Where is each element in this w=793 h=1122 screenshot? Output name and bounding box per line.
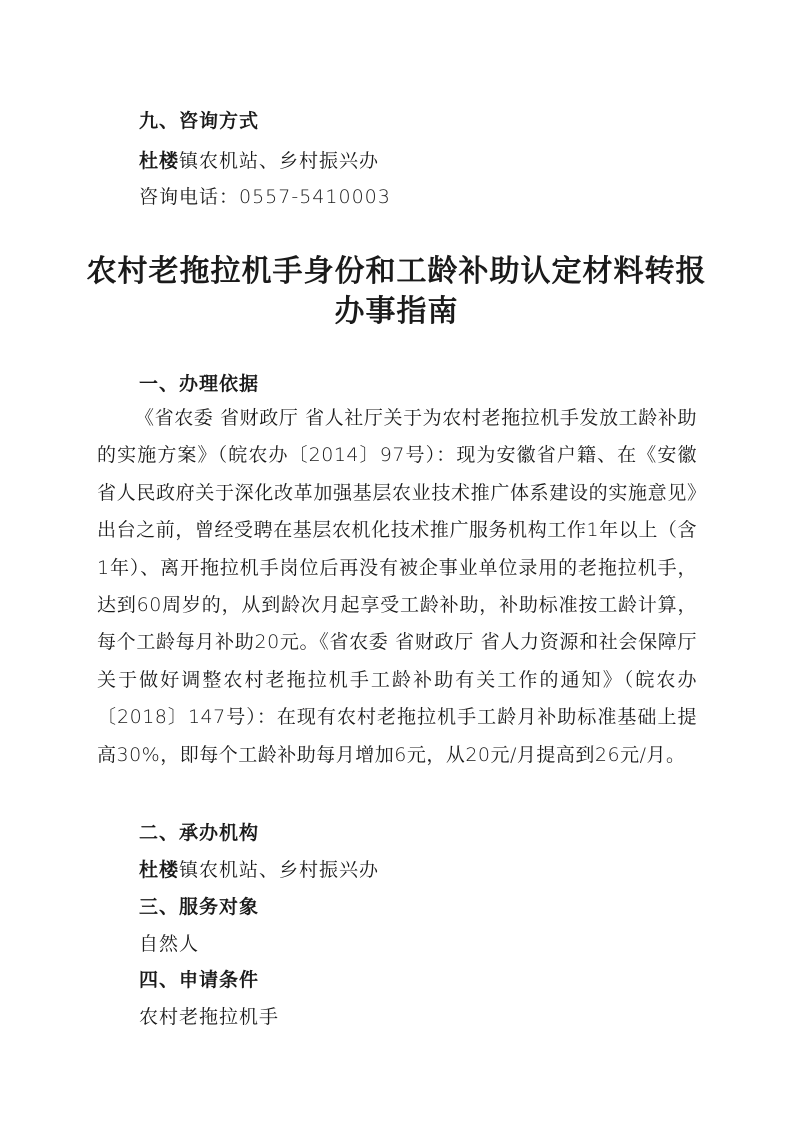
section-1-heading: 一、办理依据: [139, 373, 260, 395]
section-3-heading: 三、服务对象: [139, 896, 260, 918]
section-9-org: [139, 146, 379, 173]
section-9-phone: 咨询电话：0557-5410003: [139, 186, 391, 208]
section-2-org-offices: 镇农机站、乡村振兴办: [179, 859, 380, 881]
section-9-org-town: 杜楼: [139, 150, 180, 172]
section-3-value: 自然人: [139, 933, 200, 955]
section-9-heading: 九、咨询方式: [139, 110, 260, 132]
section-1-body: 《省农委 省财政厅 省人社厅关于为农村老拖拉机手发放工龄补助的实施方案》（皖农办〔2014〕97号）：现为安徽省户籍、在《安徽省人民政府关于深化改革加强基层农业技术推广体系建设的实施意见》出台之前，曾经受聘在基层农机化技术推广服务机构工作1年以上（含1年）、离开拖拉机手岗位后再没有被企事业单位录用的老拖拉机手，达到60周岁的，从到龄次月起享受工龄补助，补助标准按工龄计算，每个工龄每月补助20元。《省农委 省财政厅 省人力资源和社会保障厅关于做好调整农村老拖拉机手工龄补助有关工作的通知》（皖农办〔2018〕147号）：在现有农村老拖拉机手工龄月补助标准基础上提高30%，即每个工龄补助每月增加6元，从20元/月提高到26元/月。: [97, 407, 697, 766]
doc-title-line-2: 办事指南: [334, 294, 459, 329]
doc-title-line-1: 农村老拖拉机手身份和工龄补助认定材料转报: [86, 254, 707, 289]
section-4-heading: 四、申请条件: [139, 969, 260, 991]
section-2-org-town: 杜楼: [139, 859, 180, 881]
section-9-org-offices: 镇农机站、乡村振兴办: [179, 150, 380, 172]
section-2-heading: 二、承办机构: [139, 822, 260, 844]
section-2-org: [139, 855, 379, 882]
section-4-value: 农村老拖拉机手: [139, 1006, 280, 1028]
